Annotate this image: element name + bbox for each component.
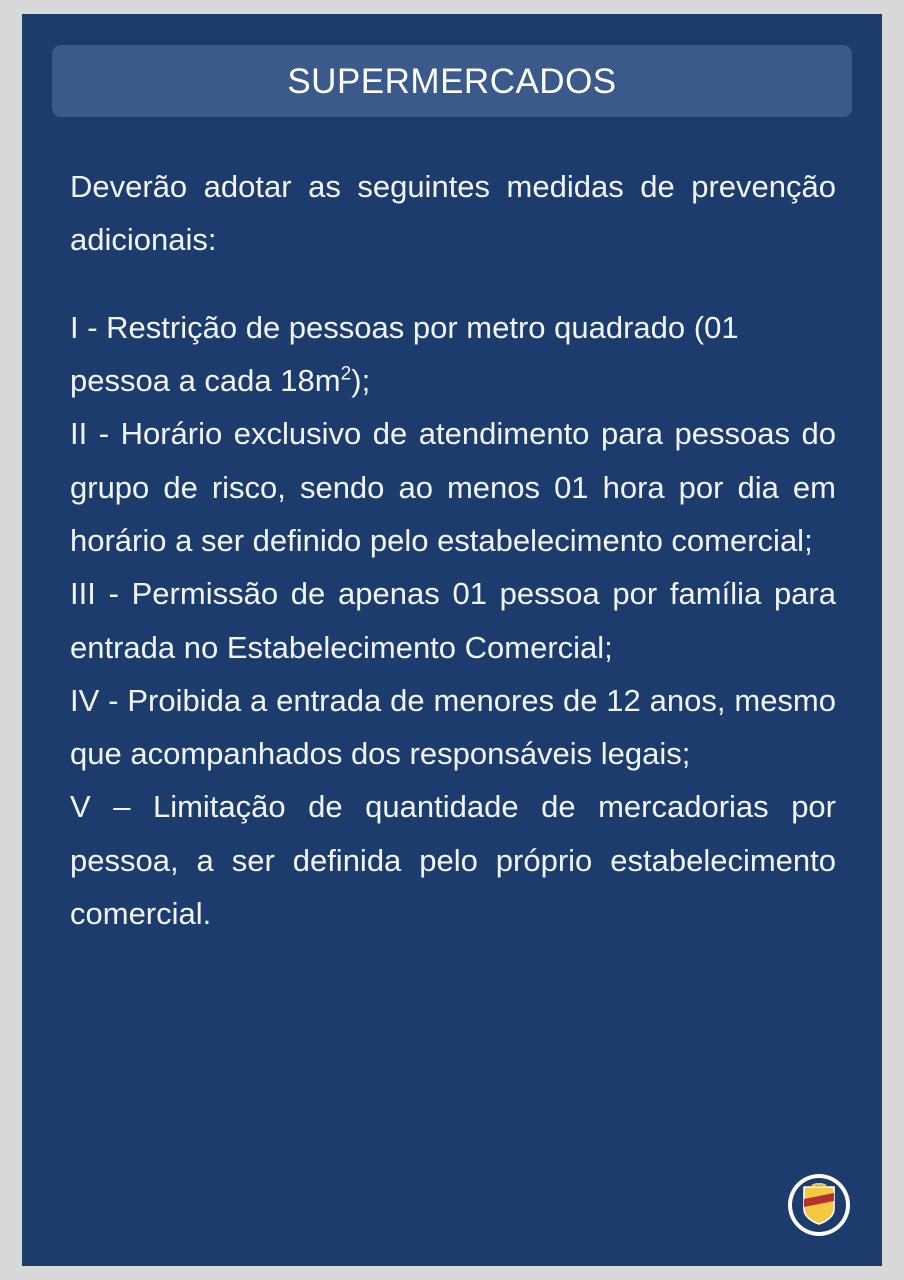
item-i-text-after: );: [351, 362, 371, 398]
item-ii: II - Horário exclusivo de atendimento para pessoas do grupo de risco, sendo ao menos 01 hora por dia em horário a ser definido pelo estabelecimento comercial;: [70, 416, 836, 558]
poster: [22, 14, 882, 1266]
item-v: V – Limitação de quantidade de mercadorias por pessoa, a ser definida pelo próprio estabelecimento comercial.: [70, 789, 836, 932]
item-i-text-before: I - Restrição de pessoas por metro quadrado (01 pessoa a cada 18m: [70, 309, 739, 398]
title-banner: [52, 45, 852, 117]
item-iv: IV - Proibida a entrada de menores de 12 anos, mesmo que acompanhados dos responsáveis legais;: [70, 682, 836, 772]
item-i: [70, 301, 836, 408]
brasao-inner: [792, 1178, 846, 1232]
intro-paragraph: Deverão adotar as seguintes medidas de prevenção adicionais:: [70, 169, 836, 258]
poster-body: [70, 160, 836, 940]
item-i-superscript: 2: [340, 363, 352, 385]
page-title: SUPERMERCADOS: [287, 61, 617, 101]
shield-icon: [798, 1183, 840, 1227]
brasao-icon: [788, 1174, 850, 1236]
item-iii: III - Permissão de apenas 01 pessoa por família para entrada no Estabelecimento Comercial;: [70, 576, 836, 665]
